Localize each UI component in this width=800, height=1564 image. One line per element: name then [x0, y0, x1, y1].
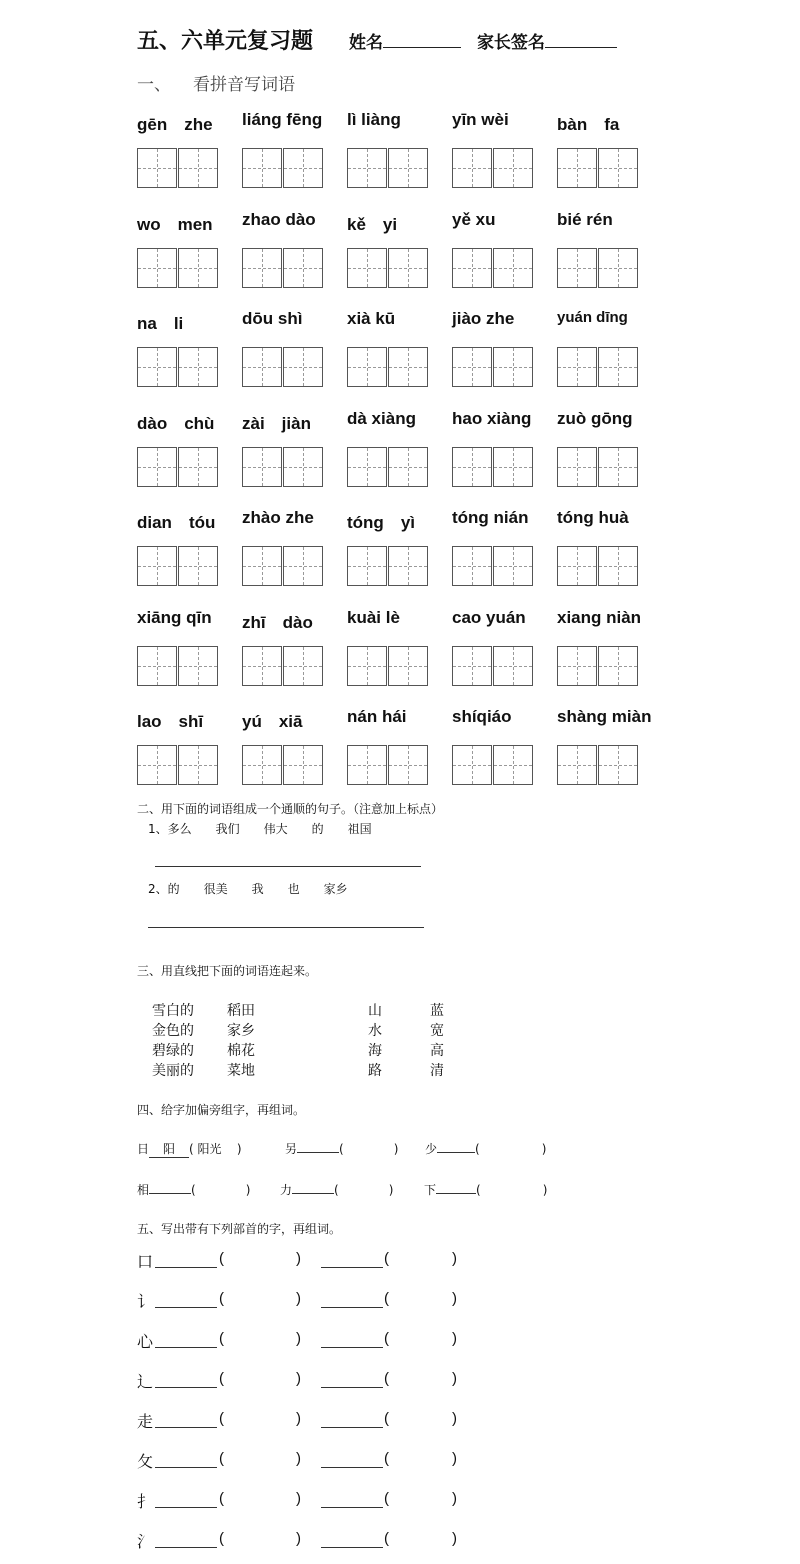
left-adjective[interactable]: 碧绿的 [152, 1043, 194, 1059]
paren-close: ) [452, 1290, 457, 1307]
q1-answer-line[interactable] [155, 866, 421, 867]
pinyin-label: yīn wèi [452, 110, 509, 129]
radical-exercise-item: 少 ( ) [425, 1142, 547, 1156]
section2-q2 [148, 880, 348, 897]
writing-box[interactable] [283, 347, 323, 387]
pinyin-label: shàng miàn [557, 707, 652, 726]
char-blank[interactable] [321, 1507, 383, 1508]
writing-box[interactable] [347, 646, 387, 686]
writing-box[interactable] [137, 646, 177, 686]
pinyin-label: bàn fa [557, 115, 620, 134]
section2-title: 二、用下面的词语组成一个通顺的句子。（注意加上标点） [137, 802, 444, 816]
paren-open: ( [384, 1330, 389, 1347]
paren-close: ) [296, 1490, 301, 1507]
paren-close: ) [296, 1330, 301, 1347]
writing-box[interactable] [493, 447, 533, 487]
pinyin-label: dào chù [137, 413, 215, 433]
paren-close: ) [452, 1530, 457, 1547]
pinyin-label: nán hái [347, 707, 407, 726]
radical-label: 走 [137, 1412, 154, 1431]
left-noun[interactable]: 家乡 [227, 1023, 255, 1039]
radical-exercise-item: 下 ( ) [424, 1183, 548, 1197]
writing-box[interactable] [388, 646, 428, 686]
left-adjective[interactable]: 美丽的 [152, 1063, 194, 1079]
left-noun[interactable]: 棉花 [227, 1043, 255, 1059]
writing-box[interactable] [388, 447, 428, 487]
writing-box[interactable] [493, 745, 533, 785]
pinyin-label: gēn zhe [137, 115, 213, 134]
paren-open: ( [219, 1330, 224, 1347]
base-char: 少 [425, 1142, 438, 1156]
name-label: 姓名 [349, 33, 384, 53]
paren-open: ( [219, 1370, 224, 1387]
radical-label: 氵 [137, 1532, 154, 1551]
writing-box[interactable] [452, 148, 492, 188]
pinyin-label: xià kū [347, 309, 396, 328]
writing-box[interactable] [452, 248, 492, 288]
pinyin-label: zhao dào [242, 209, 316, 229]
radical-exercise-item: 另 ( ) [285, 1142, 399, 1156]
paren-open: ( [384, 1250, 389, 1267]
paren-close: ) [296, 1410, 301, 1427]
answer-blank[interactable] [297, 1141, 339, 1153]
name-blank[interactable] [383, 33, 461, 48]
radical-label: 攵 [137, 1452, 154, 1471]
pinyin-label: cao yuán [452, 607, 526, 627]
pinyin-label: tóng huà [557, 508, 629, 527]
pinyin-label: tóng yì [347, 513, 415, 532]
paren-close: ) [452, 1490, 457, 1507]
parent-signature-field [477, 33, 617, 53]
paren-close: ) [296, 1250, 301, 1267]
left-adjective[interactable]: 雪白的 [152, 1003, 194, 1019]
page-title: 五、六单元复习题 [137, 28, 314, 54]
writing-box[interactable] [557, 745, 597, 785]
paren-open: ( [384, 1290, 389, 1307]
writing-box[interactable] [137, 148, 177, 188]
parent-signature-blank[interactable] [545, 33, 617, 48]
pinyin-label: yuán dīng [557, 309, 628, 326]
char-blank[interactable] [155, 1427, 217, 1428]
section2-q1 [148, 820, 372, 837]
writing-box[interactable] [388, 248, 428, 288]
writing-box[interactable] [178, 447, 218, 487]
char-blank[interactable] [321, 1267, 383, 1268]
paren-open: ( [219, 1410, 224, 1427]
pinyin-label: bié rén [557, 209, 613, 229]
pinyin-label: xiang niàn [557, 607, 642, 627]
paren-open: ( [384, 1530, 389, 1547]
pinyin-label: wo men [137, 214, 213, 234]
section1-title: 看拼音写词语 [193, 75, 295, 95]
char-blank[interactable] [155, 1547, 217, 1548]
radical-exercise-item: 相 ( ) [137, 1183, 251, 1197]
paren-open: ( [219, 1490, 224, 1507]
writing-box[interactable] [557, 347, 597, 387]
writing-box[interactable] [557, 646, 597, 686]
pinyin-label: kě yi [347, 214, 398, 234]
writing-box[interactable] [493, 347, 533, 387]
char-blank[interactable] [155, 1507, 217, 1508]
radical-label: 辶 [137, 1372, 154, 1391]
writing-box[interactable] [283, 745, 323, 785]
writing-box[interactable] [178, 745, 218, 785]
right-noun[interactable]: 水 [368, 1023, 382, 1039]
pinyin-label: kuài lè [347, 607, 400, 627]
radical-exercise-item: 力 ( ) [280, 1183, 394, 1197]
writing-box[interactable] [178, 148, 218, 188]
writing-box[interactable] [242, 447, 282, 487]
writing-box[interactable] [493, 248, 533, 288]
writing-box[interactable] [557, 447, 597, 487]
writing-box[interactable] [347, 447, 387, 487]
pinyin-label: zuò gōng [557, 408, 633, 428]
writing-box[interactable] [347, 745, 387, 785]
radical-label: 讠 [137, 1292, 154, 1311]
paren-open: ( [384, 1370, 389, 1387]
radical-label: 口 [137, 1252, 154, 1271]
answer-blank[interactable] [292, 1182, 334, 1194]
pinyin-label: zhī dào [242, 612, 313, 632]
q1-words: 多么 我们 伟大 的 祖国 [167, 822, 372, 836]
char-blank[interactable] [321, 1307, 383, 1308]
answer-blank[interactable] [437, 1141, 475, 1153]
base-char: 相 [137, 1183, 150, 1197]
paren-open: ( [384, 1490, 389, 1507]
section1-number: 一、 [137, 75, 171, 95]
paren-close: ) [452, 1330, 457, 1347]
writing-box[interactable] [557, 546, 597, 586]
header [137, 24, 617, 55]
pinyin-label: zhào zhe [242, 508, 314, 527]
pinyin-label: lao shī [137, 712, 204, 731]
writing-box[interactable] [283, 447, 323, 487]
paren-close: ) [452, 1370, 457, 1387]
writing-box[interactable] [347, 347, 387, 387]
q1-number: 1、 [148, 822, 168, 836]
parent-signature-label: 家长签名 [476, 33, 545, 53]
writing-box[interactable] [283, 546, 323, 586]
right-adjective[interactable]: 蓝 [430, 1003, 444, 1019]
writing-box[interactable] [452, 745, 492, 785]
char-blank[interactable] [155, 1347, 217, 1348]
writing-box[interactable] [452, 646, 492, 686]
example-char: 日 [137, 1142, 150, 1156]
writing-box[interactable] [137, 248, 177, 288]
pinyin-label: dian tóu [137, 513, 216, 532]
q2-answer-line[interactable] [148, 927, 424, 928]
right-noun[interactable]: 山 [368, 1003, 382, 1019]
writing-box[interactable] [452, 447, 492, 487]
left-noun[interactable]: 稻田 [227, 1003, 255, 1019]
pinyin-label: shíqiáo [452, 707, 512, 726]
writing-box[interactable] [598, 447, 638, 487]
pinyin-label: na li [137, 314, 184, 333]
radical-label: 心 [137, 1332, 154, 1351]
paren-open: ( [219, 1530, 224, 1547]
char-blank[interactable] [155, 1467, 217, 1468]
pinyin-label: yú xiā [242, 712, 303, 731]
char-blank[interactable] [321, 1467, 383, 1468]
pinyin-label: tóng nián [452, 508, 529, 527]
writing-box[interactable] [178, 347, 218, 387]
pinyin-label: yě xu [452, 209, 496, 229]
writing-box[interactable] [493, 148, 533, 188]
writing-box[interactable] [388, 546, 428, 586]
writing-box[interactable] [242, 248, 282, 288]
writing-box[interactable] [493, 646, 533, 686]
example-answer [149, 1140, 189, 1158]
right-adjective[interactable]: 宽 [430, 1023, 444, 1039]
char-blank[interactable] [155, 1387, 217, 1388]
writing-box[interactable] [137, 745, 177, 785]
char-blank[interactable] [321, 1547, 383, 1548]
writing-box[interactable] [598, 148, 638, 188]
writing-box[interactable] [388, 347, 428, 387]
paren-open: ( [219, 1250, 224, 1267]
paren-open: ( [219, 1290, 224, 1307]
writing-box[interactable] [242, 148, 282, 188]
paren-close: ) [452, 1450, 457, 1467]
answer-blank[interactable] [149, 1182, 191, 1194]
char-blank[interactable] [155, 1267, 217, 1268]
writing-box[interactable] [137, 347, 177, 387]
char-blank[interactable] [155, 1307, 217, 1308]
writing-box[interactable] [242, 347, 282, 387]
paren-close: ) [296, 1290, 301, 1307]
writing-box[interactable] [347, 546, 387, 586]
writing-box[interactable] [137, 546, 177, 586]
writing-box[interactable] [452, 546, 492, 586]
pinyin-label: dōu shì [242, 309, 303, 328]
q2-words: 的 很美 我 也 家乡 [167, 882, 348, 896]
section5-title: 五、写出带有下列部首的字，再组词。 [137, 1222, 342, 1236]
right-noun[interactable]: 海 [368, 1043, 382, 1059]
writing-box[interactable] [452, 347, 492, 387]
answer-blank[interactable] [436, 1182, 476, 1194]
pinyin-label: liáng fēng [242, 110, 323, 129]
char-blank[interactable] [321, 1387, 383, 1388]
base-char: 力 [280, 1183, 293, 1197]
pinyin-label: lì liàng [347, 110, 401, 129]
pinyin-label: zài jiàn [242, 413, 311, 433]
name-field [349, 33, 467, 53]
right-noun[interactable]: 路 [368, 1063, 382, 1079]
base-char: 下 [424, 1183, 437, 1197]
writing-box[interactable] [598, 347, 638, 387]
writing-box[interactable] [598, 546, 638, 586]
writing-box[interactable] [137, 447, 177, 487]
paren-close: ) [296, 1370, 301, 1387]
writing-box[interactable] [347, 148, 387, 188]
paren-close: ) [452, 1410, 457, 1427]
base-char: 另 [285, 1142, 298, 1156]
paren-open: ( [384, 1450, 389, 1467]
char-blank[interactable] [321, 1427, 383, 1428]
writing-box[interactable] [283, 646, 323, 686]
writing-box[interactable] [283, 148, 323, 188]
writing-box[interactable] [242, 745, 282, 785]
writing-box[interactable] [598, 646, 638, 686]
q2-number: 2、 [148, 882, 168, 896]
radical-label: 扌 [137, 1492, 154, 1511]
writing-box[interactable] [557, 148, 597, 188]
paren-open: ( [219, 1450, 224, 1467]
paren-close: ) [296, 1530, 301, 1547]
writing-box[interactable] [493, 546, 533, 586]
writing-box[interactable] [242, 646, 282, 686]
example-answer-text: 阳 [163, 1142, 176, 1156]
writing-box[interactable] [347, 248, 387, 288]
section1-heading [137, 70, 295, 95]
left-adjective[interactable]: 金色的 [152, 1023, 194, 1039]
writing-box[interactable] [178, 646, 218, 686]
section3-title: 三、用直线把下面的词语连起来。 [137, 964, 318, 978]
writing-box[interactable] [557, 248, 597, 288]
writing-box[interactable] [598, 248, 638, 288]
right-adjective[interactable]: 高 [430, 1043, 444, 1059]
paren-close: ) [452, 1250, 457, 1267]
pinyin-label: dà xiàng [347, 408, 416, 428]
writing-box[interactable] [242, 546, 282, 586]
writing-box[interactable] [388, 745, 428, 785]
writing-box[interactable] [283, 248, 323, 288]
pinyin-label: xiāng qīn [137, 607, 212, 627]
writing-box[interactable] [388, 148, 428, 188]
left-noun[interactable]: 菜地 [227, 1063, 255, 1079]
writing-box[interactable] [598, 745, 638, 785]
paren-open: ( [384, 1410, 389, 1427]
writing-box[interactable] [178, 546, 218, 586]
writing-box[interactable] [178, 248, 218, 288]
pinyin-label: jiào zhe [452, 309, 515, 328]
pinyin-label: hao xiàng [452, 408, 532, 428]
char-blank[interactable] [321, 1347, 383, 1348]
example-word: 阳光 [197, 1142, 222, 1156]
example-item: 日 阳 ( 阳光 ) [137, 1142, 242, 1156]
section4-title: 四、给字加偏旁组字，再组词。 [137, 1103, 306, 1117]
right-adjective[interactable]: 清 [430, 1063, 444, 1079]
paren-close: ) [296, 1450, 301, 1467]
